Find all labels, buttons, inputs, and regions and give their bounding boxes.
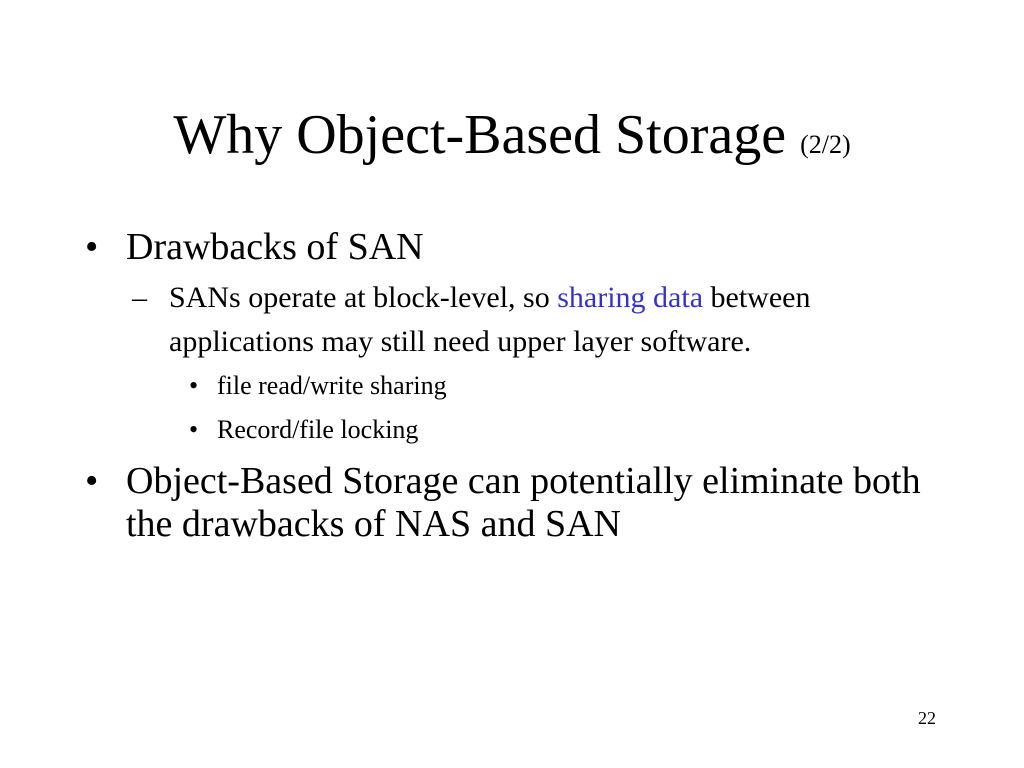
bullet-drawbacks-of-san [85, 226, 945, 269]
bullet-text: Object-Based Storage can potentially eliminate both the drawbacks of NAS and SAN [126, 460, 921, 545]
bullet-marker: • [189, 371, 199, 400]
sharing-data-highlight: sharing data [557, 281, 704, 314]
sub-bullet-san-block-level [85, 276, 945, 364]
slide-title-suffix: (2/2) [800, 130, 851, 159]
sub-bullet-text-before: SANs operate at block-level, so [169, 281, 550, 314]
bullet-marker: • [189, 415, 199, 444]
sub-sub-bullet-text: file read/write sharing [217, 371, 447, 400]
bullet-marker: • [85, 460, 99, 502]
bullet-object-based-storage [85, 460, 945, 546]
bullet-marker: • [85, 226, 99, 268]
sub-sub-bullet-record-locking [85, 408, 945, 452]
sub-sub-bullet-file-sharing [85, 364, 945, 408]
slide-content [85, 226, 945, 546]
sub-bullet-text-after: between applications may still need upper layer software. [169, 281, 811, 358]
slide-title [0, 100, 1024, 180]
page-number: 22 [918, 708, 936, 728]
slide-title-main: Why Object-Based Storage [173, 104, 787, 166]
bullet-text: Drawbacks of SAN [126, 226, 424, 268]
dash-marker: – [132, 281, 147, 314]
sub-sub-bullet-text: Record/file locking [217, 415, 419, 444]
